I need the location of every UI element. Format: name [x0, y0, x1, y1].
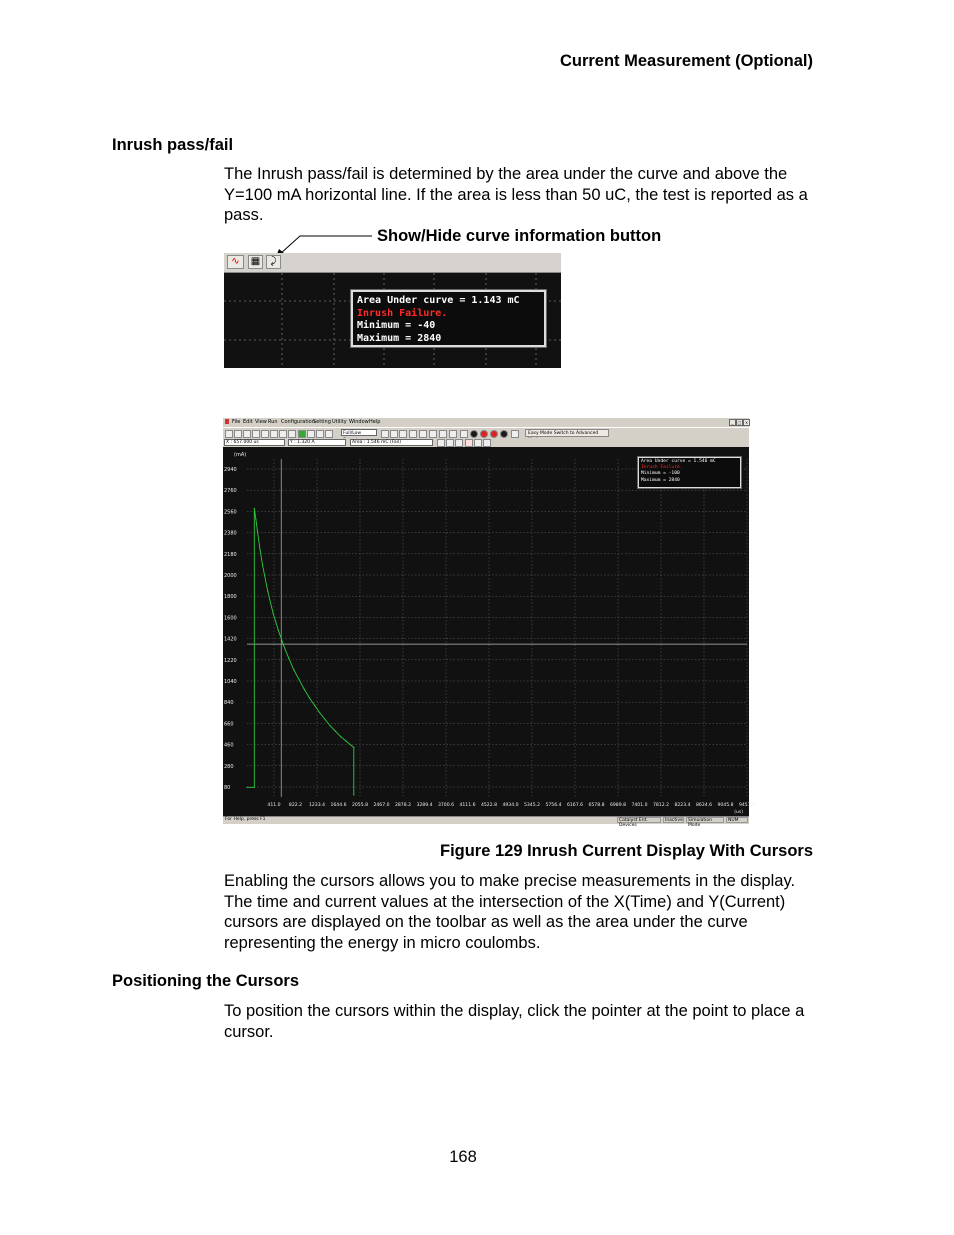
x-tick-label: 5345.2: [523, 803, 541, 808]
status-bar: [223, 816, 749, 828]
y-tick-label: 1800: [224, 594, 237, 601]
data-point: [278, 630, 279, 631]
pointer-icon[interactable]: [439, 430, 447, 438]
data-point: [293, 669, 294, 670]
status-num: NUM: [726, 817, 748, 823]
settings-icon[interactable]: [325, 430, 333, 438]
chart-icon[interactable]: [429, 430, 437, 438]
status-black-icon[interactable]: [500, 430, 508, 438]
data-point: [283, 645, 284, 646]
y-tick-label: 2380: [224, 530, 237, 537]
figure-caption: Figure 129 Inrush Current Display With Cursors: [439, 842, 813, 860]
zoom-fit-icon[interactable]: [455, 439, 463, 447]
menu-setting[interactable]: Setting: [313, 419, 331, 425]
curve-info-icon[interactable]: [483, 439, 491, 447]
data-point: [335, 731, 336, 732]
data-point: [345, 740, 346, 741]
power-icon[interactable]: [409, 430, 417, 438]
table-icon[interactable]: [390, 430, 398, 438]
data-point: [255, 519, 256, 520]
x-tick-label: 3700.6: [437, 803, 455, 808]
data-point: [353, 794, 354, 795]
search-icon[interactable]: [399, 430, 407, 438]
capture-icon[interactable]: [307, 430, 315, 438]
save-icon[interactable]: [243, 430, 251, 438]
x-tick-label: 2467.0: [373, 803, 390, 808]
callout-label: Show/Hide curve information button: [377, 227, 662, 245]
y-tick-label: 1600: [224, 615, 237, 622]
data-point: [259, 549, 260, 550]
zoom-out-icon[interactable]: [446, 439, 454, 447]
menu-configuration[interactable]: Configuration: [281, 419, 315, 425]
new-icon[interactable]: [234, 430, 242, 438]
status-inactive: Inactive: [665, 818, 683, 823]
filter-icon[interactable]: [381, 430, 389, 438]
data-point: [351, 745, 352, 746]
x-tick-label: 8634.6: [695, 803, 713, 808]
data-point: [325, 719, 326, 720]
info-maximum: Maximum = 2840: [357, 332, 442, 344]
run-icon[interactable]: [298, 430, 306, 438]
plot-info-minimum: Minimum = -100: [641, 471, 680, 477]
y-tick-label: 2760: [224, 488, 237, 495]
data-point: [254, 508, 255, 509]
x-tick-label: 7812.2: [652, 803, 670, 808]
info-status: Inrush Failure.: [357, 307, 448, 319]
marker-icon[interactable]: [449, 430, 457, 438]
x-tick-label: 4111.6: [459, 803, 476, 808]
curve-info-snippet: [224, 253, 561, 368]
series-line-0: [247, 509, 354, 795]
minimize-icon[interactable]: _: [729, 419, 736, 426]
section-heading-inrush: Inrush pass/fail: [112, 136, 234, 154]
y-tick-label: 2180: [224, 551, 237, 558]
x-cursor-readout: X : 657.000 us: [224, 439, 285, 446]
menu-run[interactable]: Run: [268, 419, 278, 425]
data-point: [262, 565, 263, 566]
section-heading-positioning: Positioning the Cursors: [112, 972, 300, 990]
app-icon: [225, 419, 229, 424]
zoom-in-icon[interactable]: [437, 439, 445, 447]
y-tick-label: 80: [224, 785, 231, 791]
data-point: [319, 712, 320, 713]
status-mode: Simulation Mode: [686, 817, 724, 823]
data-point: [353, 747, 354, 748]
close-icon[interactable]: ×: [744, 420, 749, 425]
y-tick-label: 1040: [224, 679, 237, 685]
running-header: Current Measurement (Optional): [559, 52, 813, 70]
plot-info-status: Inrush Failure.: [641, 465, 683, 471]
status-help-text: For Help, press F1: [225, 817, 266, 822]
grid-icon[interactable]: [474, 439, 482, 447]
chart-svg: [223, 447, 756, 816]
trigger-icon[interactable]: [316, 430, 324, 438]
plot-curve-info-box: [638, 457, 741, 488]
plot-info-maximum: Maximum = 2840: [641, 477, 680, 483]
status-devices: Catalyst Ent. Devices: [617, 817, 661, 823]
x-tick-label: 2055.8: [351, 803, 369, 808]
x-tick-label: 1233.4: [308, 803, 326, 808]
probe-icon[interactable]: [460, 430, 468, 438]
stop-red-icon[interactable]: [490, 430, 498, 438]
x-tick-label: 411.0: [267, 803, 281, 808]
y-tick-label: 1220: [224, 657, 237, 664]
menu-help[interactable]: Help: [369, 419, 381, 425]
data-point: [304, 689, 305, 690]
x-tick-label: 2878.2: [394, 803, 412, 808]
info-icon[interactable]: [511, 430, 519, 438]
y-tick-label: 840: [224, 700, 234, 707]
current-plot[interactable]: [223, 447, 756, 816]
data-point: [288, 658, 289, 659]
y-axis-label: (mA): [234, 452, 247, 458]
app-window: [223, 418, 756, 828]
x-tick-label: 9045.8: [717, 803, 734, 808]
print-icon[interactable]: [252, 430, 260, 438]
waveform-icon[interactable]: ∿: [227, 255, 244, 269]
data-point: [330, 725, 331, 726]
waveform-icon[interactable]: [465, 439, 473, 447]
menu-edit[interactable]: Edit: [243, 419, 253, 425]
x-tick-label: 822.2: [288, 803, 303, 808]
y-tick-label: 1420: [224, 636, 237, 643]
x-tick-label: 4522.8: [480, 803, 498, 808]
data-point: [246, 787, 247, 788]
data-point: [314, 705, 315, 706]
x-tick-label: 1644.6: [330, 803, 347, 808]
x-tick-label: 6167.6: [566, 803, 584, 808]
cursors-paragraph: Enabling the cursors allows you to make precise measurements in the display. The time and current values at the intersection of the X(Time) and Y(Current) cursors are displayed on the toolbar as well as the area under the curve representing the energy in micro coulombs.: [224, 872, 796, 952]
x-tick-label: 5756.4: [545, 803, 562, 808]
menu-window[interactable]: Window: [349, 419, 369, 425]
data-point: [340, 736, 341, 737]
x-tick-label: 6989.8: [609, 803, 627, 808]
info-area: Area Under curve = 1.143 mC: [357, 295, 520, 306]
menu-utility[interactable]: Utility: [332, 419, 347, 425]
data-point: [267, 591, 268, 592]
data-point: [272, 612, 273, 613]
inrush-paragraph: The Inrush pass/fail is determined by the area under the curve and above the Y=100 mA horizontal line. If the area is less than 50 uC, the test is reported as a pass.: [224, 165, 808, 225]
plot-info-area: Area Under curve = 1.546 mC: [641, 459, 716, 464]
record-red-icon[interactable]: [480, 430, 488, 438]
grid-icon[interactable]: ▦: [248, 255, 263, 269]
curve-info-box: [351, 290, 546, 347]
page-number: 168: [449, 1148, 477, 1166]
x-tick-label: 4934.0: [502, 803, 519, 808]
x-tick-label: 8223.4: [674, 803, 691, 808]
cursor-readout-row: [223, 438, 749, 447]
signal-icon[interactable]: [419, 430, 427, 438]
data-point: [254, 787, 255, 788]
restore-icon[interactable]: □: [737, 420, 742, 425]
undo-icon[interactable]: [279, 430, 287, 438]
mode-switch-button[interactable]: Easy Mode Switch to Advanced: [525, 429, 609, 437]
menu-bar: [223, 418, 749, 426]
data-point: [257, 531, 258, 532]
y-cursor-readout: Y : 1.320 A: [288, 439, 346, 446]
data-point: [298, 679, 299, 680]
x-axis-label: (us): [734, 810, 743, 815]
x-tick-label: 7401.0: [631, 803, 648, 808]
y-tick-label: 2000: [224, 573, 237, 579]
x-tick-label: 3289.4: [416, 803, 433, 808]
open-icon[interactable]: [225, 430, 233, 438]
speed-select[interactable]: Full/Low: [341, 429, 377, 436]
y-tick-label: 2560: [224, 509, 237, 516]
menu-view[interactable]: View: [255, 419, 267, 425]
x-tick-label: 6578.8: [588, 803, 605, 808]
area-readout: Area : 1.546 mC (Fail): [350, 439, 433, 446]
y-tick-label: 660: [224, 721, 234, 728]
record-black-icon[interactable]: [470, 430, 478, 438]
positioning-paragraph: To position the cursors within the display, click the pointer at the point to place a cursor.: [224, 1002, 805, 1041]
y-tick-label: 2940: [224, 467, 237, 473]
paste-icon[interactable]: [270, 430, 278, 438]
menu-file[interactable]: File: [232, 419, 241, 425]
y-tick-label: 460: [224, 742, 234, 749]
info-minimum: Minimum = -40: [357, 320, 436, 331]
redo-icon[interactable]: [288, 430, 296, 438]
data-point: [309, 697, 310, 698]
x-tick-label: 9457.0: [738, 803, 756, 808]
copy-icon[interactable]: [261, 430, 269, 438]
y-tick-label: 280: [224, 763, 234, 770]
curve-info-icon[interactable]: ⤸: [266, 255, 281, 269]
